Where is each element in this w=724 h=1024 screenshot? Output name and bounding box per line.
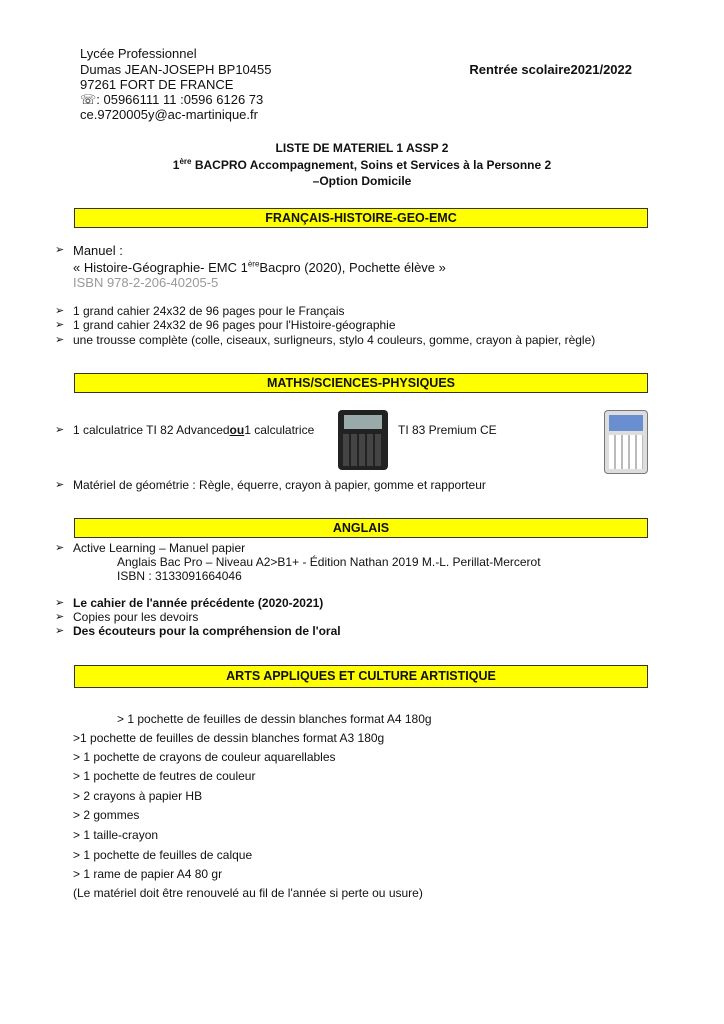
list-item: 1 grand cahier 24x32 de 96 pages pour l'Histoire-géographie: [73, 318, 396, 332]
arrow-bullet-icon: ➢: [55, 542, 65, 554]
ti82-calculator-image: [338, 410, 388, 470]
arrow-bullet-icon: ➢: [55, 479, 65, 491]
list-item: > 1 rame de papier A4 80 gr: [73, 867, 223, 881]
list-item: Le cahier de l'année précédente (2020-2021): [73, 596, 324, 610]
section-heading-arts: ARTS APPLIQUES ET CULTURE ARTISTIQUE: [74, 665, 648, 688]
mt-sup: ère: [247, 259, 260, 269]
list-item: > 1 taille-crayon: [73, 828, 159, 842]
list-item: Matériel de géométrie : Règle, équerre, crayon à papier, gomme et rapporteur: [73, 478, 486, 492]
title-line-1: LISTE DE MATERIEL 1 ASSP 2: [275, 141, 449, 155]
list-item: >1 pochette de feuilles de dessin blanches format A3 180g: [73, 731, 385, 745]
calc-b: 1 calculatrice: [244, 423, 315, 437]
list-item: > 2 gommes: [73, 808, 140, 822]
arts-note: (Le matériel doit être renouvelé au fil de l'année si perte ou usure): [73, 886, 423, 900]
t2pre: 1: [172, 158, 180, 172]
title-line-3: –Option Domicile: [312, 174, 412, 188]
arrow-bullet-icon: ➢: [55, 625, 65, 637]
rentree-label: Rentrée scolaire2021/2022: [469, 62, 632, 77]
list-item: > 1 pochette de feuilles de dessin blanches format A4 180g: [117, 712, 432, 726]
school-line: 97261 FORT DE FRANCE: [80, 77, 234, 92]
arrow-bullet-icon: ➢: [55, 244, 65, 256]
section-heading-francais: FRANÇAIS-HISTOIRE-GEO-EMC: [74, 208, 648, 228]
arrow-bullet-icon: ➢: [55, 319, 65, 331]
list-item: > 1 pochette de feuilles de calque: [73, 848, 253, 862]
arrow-bullet-icon: ➢: [55, 597, 65, 609]
list-item: une trousse complète (colle, ciseaux, surligneurs, stylo 4 couleurs, gomme, crayon à papier, règle): [73, 333, 596, 347]
calculator-item: [73, 423, 314, 437]
school-phone: ☏: 05966111 11 :0596 6126 73: [80, 92, 264, 107]
list-item: > 1 pochette de feutres de couleur: [73, 769, 256, 783]
list-item: 1 grand cahier 24x32 de 96 pages pour le Français: [73, 304, 345, 318]
mt-b: Bacpro (2020), Pochette élève »: [259, 260, 446, 275]
manuel-label: Manuel :: [73, 243, 123, 258]
list-item: > 2 crayons à papier HB: [73, 789, 203, 803]
manuel-isbn: ISBN 978-2-206-40205-5: [73, 275, 219, 290]
list-item: Active Learning – Manuel papier: [73, 541, 246, 555]
book-isbn: ISBN : 3133091664046: [117, 569, 242, 583]
arrow-bullet-icon: ➢: [55, 305, 65, 317]
list-item: > 1 pochette de crayons de couleur aquarellables: [73, 750, 336, 764]
school-email: ce.9720005y@ac-martinique.fr: [80, 107, 258, 122]
mt-a: « Histoire-Géographie- EMC 1: [73, 260, 248, 275]
arrow-bullet-icon: ➢: [55, 334, 65, 346]
calc-a: 1 calculatrice TI 82 Advanced: [73, 423, 230, 437]
book-title: Anglais Bac Pro – Niveau A2>B1+ - Édition Nathan 2019 M.-L. Perillat-Mercerot: [117, 555, 541, 569]
section-heading-anglais: ANGLAIS: [74, 518, 648, 538]
arrow-bullet-icon: ➢: [55, 424, 65, 436]
list-item: Des écouteurs pour la compréhension de l'oral: [73, 624, 341, 638]
calc-ou: ou: [229, 423, 245, 437]
ti83-calculator-image: [604, 410, 648, 474]
t2sup: ère: [179, 157, 192, 166]
title-line-2: [0, 158, 724, 172]
t2: BACPRO Accompagnement, Soins et Services à la Personne 2: [191, 158, 552, 172]
arrow-bullet-icon: ➢: [55, 611, 65, 623]
school-line: Lycée Professionnel: [80, 46, 197, 61]
list-item: Copies pour les devoirs: [73, 610, 199, 624]
school-line: Dumas JEAN-JOSEPH BP10455: [80, 62, 272, 77]
manuel-title: [73, 260, 446, 275]
section-heading-maths: MATHS/SCIENCES-PHYSIQUES: [74, 373, 648, 393]
calc-c: TI 83 Premium CE: [398, 423, 497, 437]
